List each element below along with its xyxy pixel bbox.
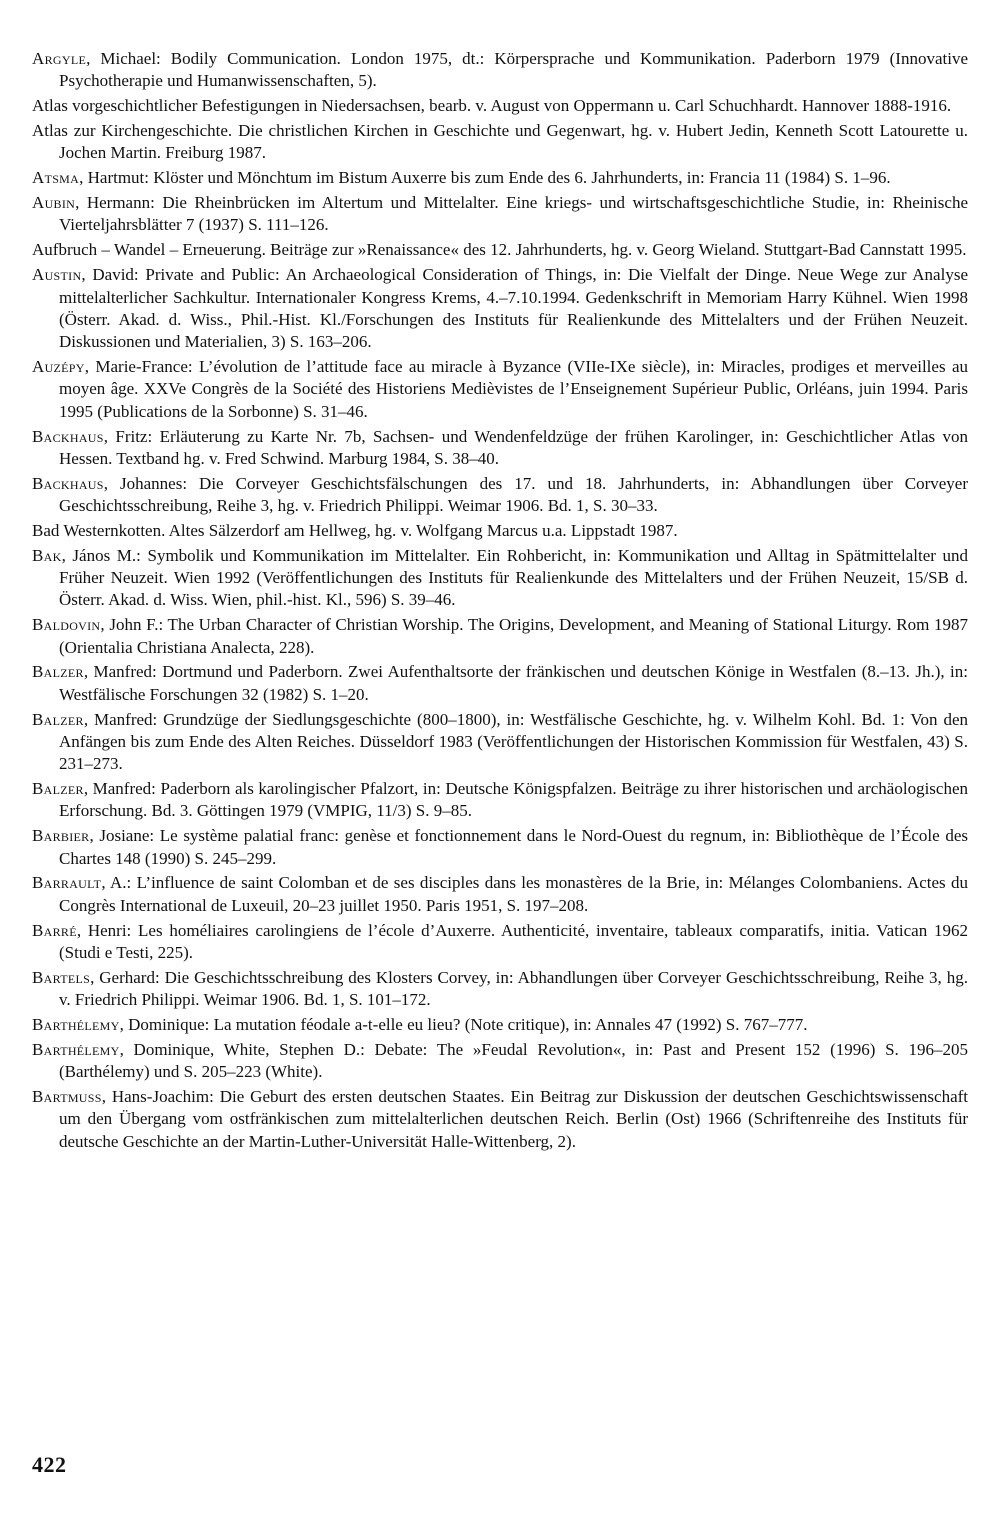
bibliography-entry	[32, 661, 968, 706]
entry-author: Barrault	[32, 873, 102, 893]
bibliography-entry	[32, 614, 968, 659]
bibliography-entry	[32, 920, 968, 965]
entry-text: , Marie-France: L’évolution de l’attitude face au miracle à Byzance (VIIe-IXe siècle), in: Miracles, prodiges et merveilles au moyen âge. XXVe Congrès de la Société des Historiens Medièvistes de l’Enseignement Supérieur Public, Orléans, juin 1994. Paris 1995 (Publications de la Sorbonne) S. 31–46.	[59, 357, 968, 421]
entry-text: , Dominique: La mutation féodale a-t-elle eu lieu? (Note critique), in: Annales 47 (1992) S. 767–777.	[119, 1015, 808, 1035]
bibliography-entry	[32, 95, 968, 117]
entry-author: Barré	[32, 920, 77, 940]
entry-author: Auzépy	[32, 357, 85, 377]
entry-author: Balzer	[32, 779, 84, 799]
bibliography-entry	[32, 48, 968, 93]
entry-author: Balzer	[32, 662, 84, 682]
bibliography-entry	[32, 967, 968, 1012]
bibliography-entry	[32, 709, 968, 776]
entry-author: Bartels	[32, 967, 91, 987]
entry-text: , Johannes: Die Corveyer Geschichtsfälschungen des 17. und 18. Jahrhunderts, in: Abhandlungen über Corveyer Geschichtsschreibung, Reihe 3, hg. v. Friedrich Philippi. Weimar 1906. Bd. 1, S. 30–33.	[59, 473, 968, 515]
bibliography-entry	[32, 1039, 968, 1084]
entry-text: , Hartmut: Klöster und Mönchtum im Bistum Auxerre bis zum Ende des 6. Jahrhunderts, in: Francia 11 (1984) S. 1–96.	[79, 168, 891, 188]
entry-text: , John F.: The Urban Character of Christian Worship. The Origins, Development, and Meaning of Stational Liturgy. Rom 1987 (Orientalia Christiana Analecta, 228).	[59, 615, 968, 657]
entry-text: Bad Westernkotten. Altes Sälzerdorf am Hellweg, hg. v. Wolfgang Marcus u.a. Lippstadt 1987.	[32, 520, 678, 540]
entry-author: Barthélemy	[32, 1015, 120, 1035]
entry-text: , Michael: Bodily Communication. London 1975, dt.: Körpersprache und Kommunikation. Paderborn 1979 (Innovative Psychotherapie und Humanwissenschaften, 5).	[59, 49, 968, 91]
entry-text: , Hans-Joachim: Die Geburt des ersten deutschen Staates. Ein Beitrag zur Diskussion der deutschen Geschichtswissenschaft um den Übergang vom ostfränkischen zum mittelalterlichen deutschen Reich. Berlin (Ost) 1966 (Schriftenreihe des Instituts für deutsche Geschichte an der Martin-Luther-Universität Halle-Wittenberg, 2).	[59, 1087, 968, 1151]
entry-author: Aubin	[32, 193, 76, 213]
bibliography-entry	[32, 473, 968, 518]
entry-author: Barbier	[32, 826, 90, 846]
page-number: 422	[32, 1452, 67, 1477]
entry-text: , Dominique, White, Stephen D.: Debate: The »Feudal Revolution«, in: Past and Present 152 (1996) S. 196–205 (Barthélemy) und S. 205–223 (White).	[59, 1039, 968, 1082]
bibliography-entry	[32, 356, 968, 423]
entry-text: , A.: L’influence de saint Colomban et de ses disciples dans les monastères de la Brie, in: Mélanges Colombaniens. Actes du Congrès International de Luxeuil, 20–23 juillet 1950. Paris 1951, S. 197–208.	[59, 873, 968, 915]
entry-author: Balzer	[32, 709, 84, 729]
entry-text: , Hermann: Die Rheinbrücken im Altertum und Mittelalter. Eine kriegs- und wirtschaftsgeschichtliche Studie, in: Rheinische Vierteljahrsblätter 7 (1937) S. 111–126.	[59, 193, 968, 235]
entry-text: Atlas vorgeschichtlicher Befestigungen in Niedersachsen, bearb. v. August von Oppermann u. Carl Schuchhardt. Hannover 1888-1916.	[32, 96, 952, 116]
entry-author: Argyle	[32, 49, 87, 68]
entry-text: , David: Private and Public: An Archaeological Consideration of Things, in: Die Vielfalt der Dinge. Neue Wege zur Analyse mittelalterlicher Sachkultur. Internationaler Kongress Krems, 4.–7.10.1994. Gedenkschrift in Memoriam Harry Kühnel. Wien 1998 (Österr. Akad. d. Wiss., Phil.-Hist. Kl./Forschungen des Instituts für Realienkunde des Mittelalters und der Frühen Neuzeit. Diskussionen und Materialien, 3) S. 163–206.	[59, 265, 968, 352]
entry-text: , Manfred: Dortmund und Paderborn. Zwei Aufenthaltsorte der fränkischen und deutschen Könige in Westfalen (8.–13. Jh.), in: Westfälische Forschungen 32 (1982) S. 1–20.	[59, 662, 968, 704]
bibliography-entry	[32, 778, 968, 823]
bibliography-entry	[32, 1086, 968, 1153]
entry-author: Atsma	[32, 168, 80, 188]
bibliography-entry	[32, 1014, 968, 1036]
bibliography-list	[32, 48, 968, 1156]
entry-text: , János M.: Symbolik und Kommunikation im Mittelalter. Ein Rohbericht, in: Kommunikation und Alltag in Spätmittelalter und Früher Neuzeit. Wien 1992 (Veröffentlichungen des Instituts für Realienkunde des Mittelalters und der Frühen Neuzeit, 15/SB d. Österr. Akad. d. Wiss. Wien, phil.-hist. Kl., 596) S. 39–46.	[59, 545, 968, 610]
entry-author: Backhaus	[32, 473, 104, 493]
entry-text: Aufbruch – Wandel – Erneuerung. Beiträge zur »Renaissance« des 12. Jahrhunderts, hg. v. Georg Wieland. Stuttgart-Bad Cannstatt 1995.	[32, 240, 967, 260]
bibliography-entry	[32, 520, 968, 542]
entry-text: , Josiane: Le système palatial franc: genèse et fonctionnement dans le Nord-Ouest du regnum, in: Bibliothèque de l’École des Chartes 148 (1990) S. 245–299.	[59, 826, 968, 868]
entry-author: Baldovin	[32, 615, 101, 635]
entry-author: Barthélemy	[32, 1039, 120, 1059]
bibliography-entry	[32, 120, 968, 165]
entry-text: , Manfred: Paderborn als karolingischer Pfalzort, in: Deutsche Königspfalzen. Beiträge zu ihrer historischen und archäologischen Erforschung. Bd. 3. Göttingen 1979 (VMPIG, 11/3) S. 9–85.	[59, 779, 968, 821]
bibliography-entry	[32, 825, 968, 870]
entry-text: , Manfred: Grundzüge der Siedlungsgeschichte (800–1800), in: Westfälische Geschichte, hg. v. Wilhelm Kohl. Bd. 1: Von den Anfängen bis zum Ende des Alten Reiches. Düsseldorf 1983 (Veröffentlichungen der Historischen Kommission für Westfalen, 43) S. 231–273.	[59, 709, 968, 774]
entry-author: Austin	[32, 265, 82, 285]
entry-text: , Henri: Les homéliaires carolingiens de l’école d’Auxerre. Authenticité, inventaire, tableaux comparatifs, initia. Vatican 1962 (Studi e Testi, 225).	[59, 920, 968, 962]
bibliography-entry	[32, 264, 968, 353]
entry-text: Atlas zur Kirchengeschichte. Die christlichen Kirchen in Geschichte und Gegenwart, hg. v. Hubert Jedin, Kenneth Scott Latourette u. Jochen Martin. Freiburg 1987.	[32, 121, 968, 163]
entry-author: Bartmuss	[32, 1087, 102, 1107]
entry-text: , Gerhard: Die Geschichtsschreibung des Klosters Corvey, in: Abhandlungen über Corveyer Geschichtsschreibung, Reihe 3, hg. v. Friedrich Philippi. Weimar 1906. Bd. 1, S. 101–172.	[59, 967, 968, 1010]
bibliography-entry	[32, 545, 968, 612]
bibliography-entry	[32, 167, 968, 189]
bibliography-entry	[32, 872, 968, 917]
bibliography-entry	[32, 239, 968, 261]
bibliography-entry	[32, 192, 968, 237]
bibliography-entry	[32, 426, 968, 471]
entry-text: , Fritz: Erläuterung zu Karte Nr. 7b, Sachsen- und Wendenfeldzüge der frühen Karolinger, in: Geschichtlicher Atlas von Hessen. Textband hg. v. Fred Schwind. Marburg 1984, S. 38–40.	[59, 426, 968, 468]
entry-author: Bak	[32, 545, 62, 565]
entry-author: Backhaus	[32, 426, 104, 446]
